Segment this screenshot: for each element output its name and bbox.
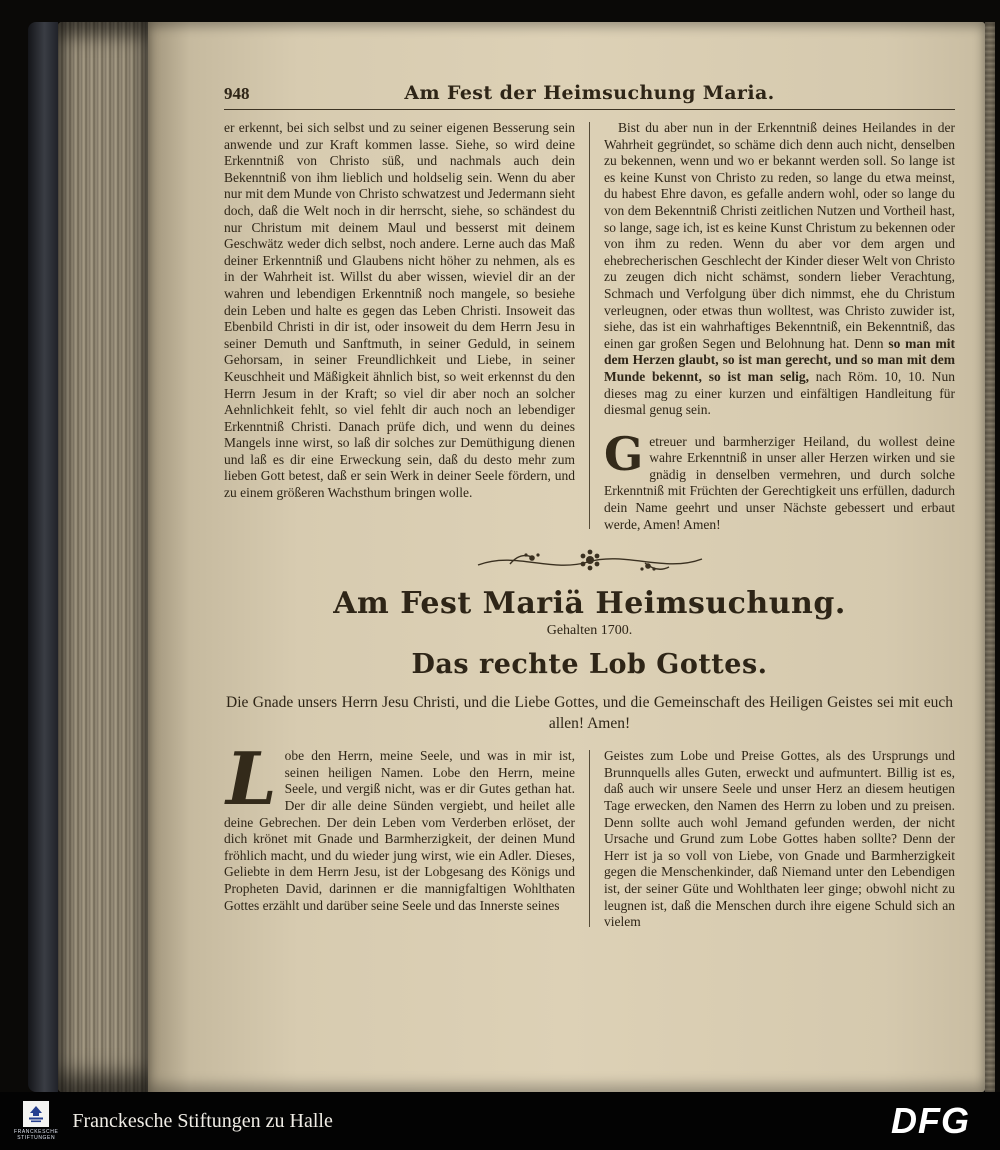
book-page <box>148 22 985 1092</box>
sermon-theme-title: Das rechte Lob Gottes. <box>411 649 768 681</box>
digitization-footer-bar <box>0 1092 1000 1150</box>
page-number: 948 <box>224 84 250 103</box>
institution-name: Franckesche Stiftungen zu Halle <box>72 1109 333 1132</box>
bottom-left-paragraph <box>224 736 575 914</box>
page-header <box>224 82 955 110</box>
bottom-left-column <box>224 736 575 931</box>
left-column <box>224 120 575 533</box>
logo-caption <box>14 1129 58 1141</box>
logo-caption-line2: STIFTUNGEN <box>17 1135 56 1141</box>
left-column-paragraph: er erkennt, bei sich selbst und zu seiner eigenen Besserung sein anwende und zur Kraft kommen lasse. Siehe, so wird deine Erkenntniß von Christo süß, und nachmals auch dein Bekenntniß von ihm lieblich und holdselig sein. Wenn du aber nur mit dem Munde von Christo schwatzest und Jedermann sieht doch, daß die Welt noch in dir herrscht, siehe, so schändest du nur Christum mit deinem Maul und besserst mit deinem Geschwätz weder dich selbst, noch andere. Lerne auch das Maß deiner Erkenntniß und Glaubens nicht höher zu nehmen, als es in der Wahrheit ist. Willst du aber wissen, wieviel dir an der wahren und lebendigen Erkenntniß noch mangele, so besiehe dein Leben und halte es gegen das Leben Christi. Insoweit das Ebenbild Christi in dir ist, oder insoweit du dem Herrn Jesu in seiner Demuth und Sanftmuth, in seiner Geduld, in seinem Gehorsam, in seiner Freundlichkeit und Liebe, in seiner Keuschheit und Mäßigkeit ähnlich bist, so weit erkennst du den Herrn Jesum in der Kraft; so viel dir aber noch an solcher Aehnlichkeit fehlt, so viel fehlt dir auch noch an lebendiger Erkenntniß Christi. Danach prüfe dich, und wenn du deines Mangels inne wirst, so laß dir solches zur Demüthigung dienen und laß es dir eine Erweckung sein, daß du desto mehr zum lieben Gott betest, daß er sein Werk in deiner Seele fördern, und zu einem größeren Wachsthum bringen wolle. <box>224 120 575 501</box>
column-divider <box>589 122 590 529</box>
right-paragraph-end: nach Röm. 10, 10. Nun dieses mag zu einer kurzen und einfältigen Handleitung für diesmal genug sein. <box>604 368 955 418</box>
bottom-right-paragraph: Geistes zum Lobe und Preise Gottes, als des Ursprungs und Brunnquells alles Guten, erweckt und aufmuntert. Billig ist es, daß auch wir unsere Seele und unser Herz an diesem heutigen Tage erwecken, den Namen des Herrn zu loben und zu preisen. Denn sollte auch wohl Jemand gefunden werden, der nicht Ursache und Grund zum Lobe Gottes haben sollte? Denn der Herr ist ja so voll von Liebe, von Gnade und Barmherzigkeit gegen die Menschenkinder, daß Niemand unter den Lebendigen ist, der seiner Güte und Wohlthaten leer ginge; obwohl nicht zu leugnen ist, daß die Menschen durch ihre eigene Schuld sich an vielem <box>604 748 955 930</box>
open-book <box>28 22 995 1092</box>
bottom-left-text: obe den Herrn, meine Seele, und was in mir ist, seinen heiligen Namen. Lobe den Herrn, meine Seele, und vergiß nicht, was er dir Gutes gethan hat. Der dir alle deine Sünden vergiebt, und heilet alle deine Gebrechen. Der dein Leben vom Verderben erlöset, der dich krönet mit Gnade und Barmherzigkeit, der deinen Mund fröhlich macht, und du wieder jung wirst, wie ein Adler. Dieses, Geliebte in dem Herrn Jesu, ist der Lobgesang des Königs und Propheten David, darinnen er die mannigfaltigen Wohlthaten Gottes erzählt und darüber seine Seele und das Innerste seines <box>224 748 575 913</box>
running-title: Am Fest der Heimsuchung Maria. <box>404 82 775 104</box>
eagle-emblem-icon <box>26 1104 46 1124</box>
dfg-logo: DFG <box>891 1100 970 1141</box>
sermon-feast-title: Am Fest Mariä Heimsuchung. <box>333 586 846 622</box>
floral-divider-ornament <box>224 545 955 584</box>
prayer-text: etreuer und barmherziger Heiland, du wollest deine wahre Erkenntniß in unser aller Herzen wirken und sie gnädig in denselben vermehren, und durch solche Erkenntniß mit Früchten der Gerechtigkeit uns erfüllen, dadurch dein Name geehrt und unser Nächste gebessert und erbaut werde, Amen! Amen! <box>604 433 955 532</box>
sermon-salutation: Die Gnade unsers Herrn Jesu Christi, und die Liebe Gottes, und die Gemeinschaft des Heiligen Geistes sei mit euch allen! Amen! <box>226 694 953 733</box>
floral-ornament-icon <box>470 545 710 579</box>
franckesche-emblem-icon <box>23 1101 49 1127</box>
bottom-right-column <box>604 748 955 931</box>
sermon-initial-dropcap: L <box>226 736 277 822</box>
column-divider <box>589 750 590 927</box>
page-edge-stack <box>58 22 148 1092</box>
right-column-paragraph <box>604 120 955 419</box>
bottom-text-block <box>224 736 955 931</box>
right-paragraph-start: Bist du aber nun in der Erkenntniß deines Heilandes in der Wahrheit gegründet, so schäme dich denn auch nicht, denselben zu bekennen, wenn und wo er bekannt werden soll. So lange ist es keine Kunst von Christo zu reden, so lange du etwa meinst, du habest Ehre davon, es gefalle andern wohl, oder so lange du von dem Bekenntniß Christi zeitlichen Nutzen und Vortheil hast, so lange, sage ich, ist es keine Kunst Christum zu bekennen oder von ihm zu reden. Wenn du aber vor dem argen und ehebrecherischen Geschlecht der Kinder dieser Welt von Christo zu zeugen dich nicht schämst, sondern lieber Verachtung, Schmach und Verfolgung über dich nimmst, ehe du Christum verleugnen, oder etwas thun wolltest, was Christo zuwider ist, siehe, das ist ein wahrhaftiges Bekenntniß, ein Bekenntniß, das einen gar großen Segen und Belohnung hat. Denn <box>604 120 955 351</box>
franckesche-stiftungen-logo <box>14 1101 58 1141</box>
right-paragraph-emphasis: so man mit dem Herzen glaubt, so ist man gerecht, und so man mit dem Munde bekennt, so ist man selig, <box>604 335 955 384</box>
top-text-block <box>224 120 955 533</box>
prayer-initial-dropcap: G <box>604 426 644 481</box>
closing-prayer <box>604 426 955 534</box>
sermon-date-line: Gehalten 1700. <box>546 623 633 639</box>
book-spine <box>28 22 58 1092</box>
logo-caption-line1: FRANCKESCHE <box>14 1129 59 1135</box>
fore-edge <box>985 22 995 1092</box>
right-column <box>604 120 955 533</box>
